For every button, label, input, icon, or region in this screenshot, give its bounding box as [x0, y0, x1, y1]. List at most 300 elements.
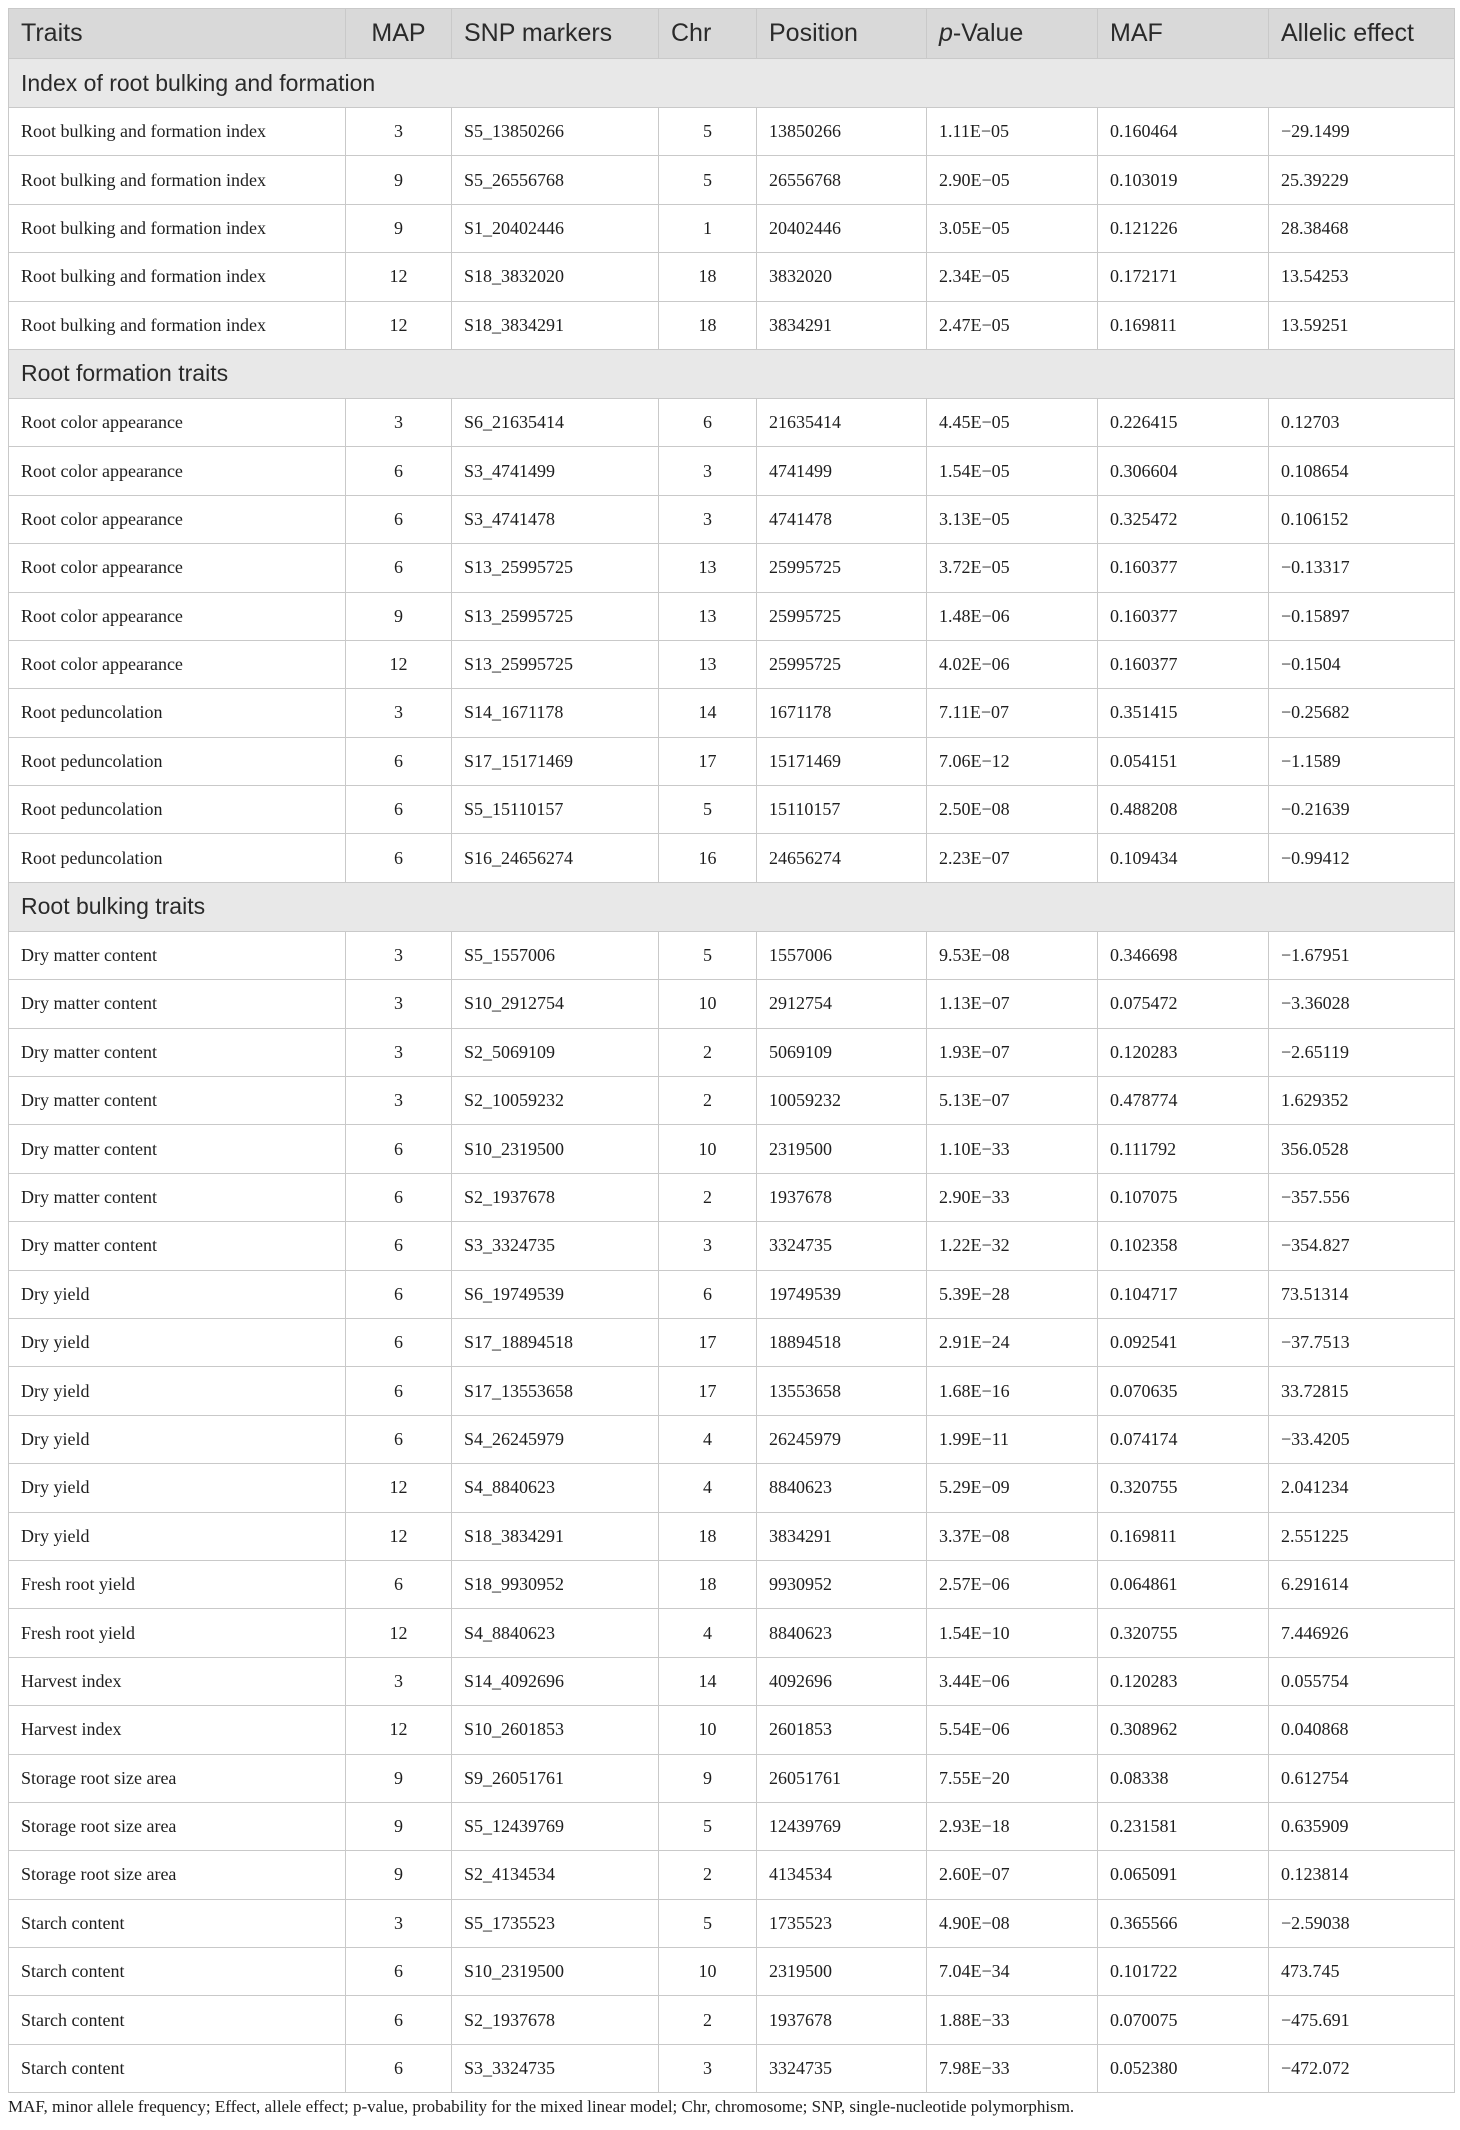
p-value-cell: 3.13E−05	[927, 495, 1098, 543]
header-traits: Traits	[9, 9, 346, 59]
snp-marker-cell: S17_15171469	[452, 737, 659, 785]
allelic-effect-cell: 0.123814	[1269, 1851, 1455, 1899]
chr-cell: 9	[659, 1754, 757, 1802]
maf-cell: 0.169811	[1098, 301, 1269, 349]
table-row	[9, 1077, 1455, 1125]
chr-cell: 6	[659, 398, 757, 446]
table-row	[9, 544, 1455, 592]
map-cell: 12	[346, 1706, 452, 1754]
snp-marker-cell: S4_8840623	[452, 1609, 659, 1657]
p-value-cell: 2.60E−07	[927, 1851, 1098, 1899]
chr-cell: 3	[659, 447, 757, 495]
section-header-row	[9, 882, 1455, 931]
position-cell: 2319500	[757, 1948, 927, 1996]
header-p-value	[927, 9, 1098, 59]
snp-marker-cell: S14_1671178	[452, 689, 659, 737]
p-value-cell: 3.05E−05	[927, 204, 1098, 252]
trait-cell: Root peduncolation	[9, 786, 346, 834]
allelic-effect-cell: 13.59251	[1269, 301, 1455, 349]
map-cell: 9	[346, 592, 452, 640]
allelic-effect-cell: −472.072	[1269, 2044, 1455, 2092]
position-cell: 26245979	[757, 1415, 927, 1463]
snp-marker-cell: S2_10059232	[452, 1077, 659, 1125]
position-cell: 4741478	[757, 495, 927, 543]
p-value-cell: 4.45E−05	[927, 398, 1098, 446]
chr-cell: 3	[659, 2044, 757, 2092]
maf-cell: 0.226415	[1098, 398, 1269, 446]
map-cell: 6	[346, 1173, 452, 1221]
position-cell: 8840623	[757, 1464, 927, 1512]
p-value-cell: 5.39E−28	[927, 1270, 1098, 1318]
gwas-results-table	[8, 8, 1455, 2093]
p-value-cell: 2.93E−18	[927, 1802, 1098, 1850]
table-row	[9, 1512, 1455, 1560]
position-cell: 1671178	[757, 689, 927, 737]
table-row	[9, 834, 1455, 882]
position-cell: 26051761	[757, 1754, 927, 1802]
allelic-effect-cell: −33.4205	[1269, 1415, 1455, 1463]
trait-cell: Harvest index	[9, 1657, 346, 1705]
chr-cell: 13	[659, 592, 757, 640]
allelic-effect-cell: 356.0528	[1269, 1125, 1455, 1173]
position-cell: 8840623	[757, 1609, 927, 1657]
position-cell: 3324735	[757, 1222, 927, 1270]
trait-cell: Dry matter content	[9, 1028, 346, 1076]
trait-cell: Fresh root yield	[9, 1609, 346, 1657]
snp-marker-cell: S13_25995725	[452, 592, 659, 640]
maf-cell: 0.070635	[1098, 1367, 1269, 1415]
maf-cell: 0.070075	[1098, 1996, 1269, 2044]
header-position: Position	[757, 9, 927, 59]
position-cell: 13850266	[757, 108, 927, 156]
position-cell: 12439769	[757, 1802, 927, 1850]
snp-marker-cell: S17_18894518	[452, 1318, 659, 1366]
snp-marker-cell: S5_15110157	[452, 786, 659, 834]
snp-marker-cell: S3_4741478	[452, 495, 659, 543]
chr-cell: 5	[659, 786, 757, 834]
allelic-effect-cell: 0.108654	[1269, 447, 1455, 495]
header-row	[9, 9, 1455, 59]
header-p-value-italic: p	[939, 19, 953, 47]
allelic-effect-cell: −1.1589	[1269, 737, 1455, 785]
results-table-container	[8, 8, 1454, 2093]
maf-cell: 0.104717	[1098, 1270, 1269, 1318]
maf-cell: 0.08338	[1098, 1754, 1269, 1802]
p-value-cell: 1.99E−11	[927, 1415, 1098, 1463]
p-value-cell: 5.13E−07	[927, 1077, 1098, 1125]
trait-cell: Dry yield	[9, 1318, 346, 1366]
snp-marker-cell: S10_2912754	[452, 980, 659, 1028]
table-row	[9, 1028, 1455, 1076]
position-cell: 1937678	[757, 1173, 927, 1221]
p-value-cell: 7.98E−33	[927, 2044, 1098, 2092]
snp-marker-cell: S5_26556768	[452, 156, 659, 204]
p-value-cell: 1.13E−07	[927, 980, 1098, 1028]
snp-marker-cell: S5_1557006	[452, 931, 659, 979]
position-cell: 21635414	[757, 398, 927, 446]
map-cell: 6	[346, 1367, 452, 1415]
trait-cell: Dry matter content	[9, 1222, 346, 1270]
chr-cell: 17	[659, 1367, 757, 1415]
snp-marker-cell: S2_1937678	[452, 1173, 659, 1221]
allelic-effect-cell: 0.635909	[1269, 1802, 1455, 1850]
table-body	[9, 59, 1455, 2093]
position-cell: 24656274	[757, 834, 927, 882]
allelic-effect-cell: −2.59038	[1269, 1899, 1455, 1947]
maf-cell: 0.102358	[1098, 1222, 1269, 1270]
snp-marker-cell: S18_3834291	[452, 1512, 659, 1560]
table-row	[9, 1851, 1455, 1899]
table-row	[9, 980, 1455, 1028]
map-cell: 6	[346, 2044, 452, 2092]
map-cell: 3	[346, 1899, 452, 1947]
snp-marker-cell: S5_12439769	[452, 1802, 659, 1850]
allelic-effect-cell: −0.1504	[1269, 640, 1455, 688]
position-cell: 19749539	[757, 1270, 927, 1318]
table-row	[9, 398, 1455, 446]
map-cell: 6	[346, 1270, 452, 1318]
table-row	[9, 1318, 1455, 1366]
chr-cell: 5	[659, 156, 757, 204]
position-cell: 18894518	[757, 1318, 927, 1366]
section-title: Root bulking traits	[9, 882, 1455, 931]
map-cell: 6	[346, 1560, 452, 1608]
maf-cell: 0.320755	[1098, 1609, 1269, 1657]
table-header	[9, 9, 1455, 59]
snp-marker-cell: S10_2601853	[452, 1706, 659, 1754]
allelic-effect-cell: 28.38468	[1269, 204, 1455, 252]
table-row	[9, 1560, 1455, 1608]
trait-cell: Root color appearance	[9, 495, 346, 543]
map-cell: 3	[346, 1077, 452, 1125]
chr-cell: 5	[659, 108, 757, 156]
header-snp-markers: SNP markers	[452, 9, 659, 59]
chr-cell: 14	[659, 689, 757, 737]
snp-marker-cell: S3_3324735	[452, 1222, 659, 1270]
p-value-cell: 2.91E−24	[927, 1318, 1098, 1366]
map-cell: 9	[346, 1851, 452, 1899]
chr-cell: 18	[659, 1512, 757, 1560]
trait-cell: Root peduncolation	[9, 737, 346, 785]
chr-cell: 18	[659, 1560, 757, 1608]
maf-cell: 0.160377	[1098, 544, 1269, 592]
allelic-effect-cell: −354.827	[1269, 1222, 1455, 1270]
trait-cell: Storage root size area	[9, 1754, 346, 1802]
maf-cell: 0.306604	[1098, 447, 1269, 495]
snp-marker-cell: S10_2319500	[452, 1125, 659, 1173]
snp-marker-cell: S5_1735523	[452, 1899, 659, 1947]
p-value-cell: 1.11E−05	[927, 108, 1098, 156]
p-value-cell: 1.88E−33	[927, 1996, 1098, 2044]
section-title: Root formation traits	[9, 349, 1455, 398]
allelic-effect-cell: −357.556	[1269, 1173, 1455, 1221]
maf-cell: 0.325472	[1098, 495, 1269, 543]
table-row	[9, 108, 1455, 156]
p-value-cell: 7.11E−07	[927, 689, 1098, 737]
allelic-effect-cell: 25.39229	[1269, 156, 1455, 204]
maf-cell: 0.231581	[1098, 1802, 1269, 1850]
table-row	[9, 931, 1455, 979]
allelic-effect-cell: 7.446926	[1269, 1609, 1455, 1657]
position-cell: 2319500	[757, 1125, 927, 1173]
position-cell: 1557006	[757, 931, 927, 979]
maf-cell: 0.052380	[1098, 2044, 1269, 2092]
p-value-cell: 3.44E−06	[927, 1657, 1098, 1705]
snp-marker-cell: S10_2319500	[452, 1948, 659, 1996]
chr-cell: 10	[659, 1706, 757, 1754]
map-cell: 3	[346, 689, 452, 737]
table-row	[9, 1802, 1455, 1850]
section-header-row	[9, 59, 1455, 108]
trait-cell: Dry yield	[9, 1367, 346, 1415]
table-row	[9, 1706, 1455, 1754]
trait-cell: Root bulking and formation index	[9, 156, 346, 204]
table-row	[9, 495, 1455, 543]
p-value-cell: 2.34E−05	[927, 253, 1098, 301]
map-cell: 12	[346, 1464, 452, 1512]
maf-cell: 0.065091	[1098, 1851, 1269, 1899]
p-value-cell: 1.48E−06	[927, 592, 1098, 640]
header-allelic-effect: Allelic effect	[1269, 9, 1455, 59]
p-value-cell: 3.72E−05	[927, 544, 1098, 592]
position-cell: 25995725	[757, 640, 927, 688]
chr-cell: 13	[659, 544, 757, 592]
chr-cell: 2	[659, 1173, 757, 1221]
table-row	[9, 1173, 1455, 1221]
trait-cell: Dry matter content	[9, 1077, 346, 1125]
trait-cell: Dry matter content	[9, 1125, 346, 1173]
trait-cell: Root color appearance	[9, 592, 346, 640]
trait-cell: Storage root size area	[9, 1802, 346, 1850]
p-value-cell: 2.90E−33	[927, 1173, 1098, 1221]
p-value-cell: 5.29E−09	[927, 1464, 1098, 1512]
map-cell: 12	[346, 1512, 452, 1560]
p-value-cell: 2.50E−08	[927, 786, 1098, 834]
allelic-effect-cell: −1.67951	[1269, 931, 1455, 979]
chr-cell: 6	[659, 1270, 757, 1318]
trait-cell: Dry yield	[9, 1512, 346, 1560]
allelic-effect-cell: 33.72815	[1269, 1367, 1455, 1415]
p-value-cell: 1.10E−33	[927, 1125, 1098, 1173]
p-value-cell: 1.54E−10	[927, 1609, 1098, 1657]
map-cell: 6	[346, 1996, 452, 2044]
map-cell: 12	[346, 253, 452, 301]
trait-cell: Starch content	[9, 1948, 346, 1996]
snp-marker-cell: S14_4092696	[452, 1657, 659, 1705]
allelic-effect-cell: −0.15897	[1269, 592, 1455, 640]
allelic-effect-cell: 0.040868	[1269, 1706, 1455, 1754]
table-row	[9, 156, 1455, 204]
chr-cell: 5	[659, 931, 757, 979]
table-row	[9, 1125, 1455, 1173]
allelic-effect-cell: −37.7513	[1269, 1318, 1455, 1366]
chr-cell: 3	[659, 495, 757, 543]
chr-cell: 10	[659, 1948, 757, 1996]
maf-cell: 0.160377	[1098, 592, 1269, 640]
allelic-effect-cell: 0.055754	[1269, 1657, 1455, 1705]
trait-cell: Root color appearance	[9, 640, 346, 688]
chr-cell: 13	[659, 640, 757, 688]
table-row	[9, 786, 1455, 834]
snp-marker-cell: S3_3324735	[452, 2044, 659, 2092]
snp-marker-cell: S4_8840623	[452, 1464, 659, 1512]
trait-cell: Dry yield	[9, 1270, 346, 1318]
position-cell: 2601853	[757, 1706, 927, 1754]
map-cell: 9	[346, 204, 452, 252]
map-cell: 6	[346, 786, 452, 834]
table-row	[9, 1464, 1455, 1512]
trait-cell: Root color appearance	[9, 398, 346, 446]
maf-cell: 0.169811	[1098, 1512, 1269, 1560]
p-value-cell: 4.02E−06	[927, 640, 1098, 688]
position-cell: 5069109	[757, 1028, 927, 1076]
p-value-cell: 4.90E−08	[927, 1899, 1098, 1947]
p-value-cell: 7.06E−12	[927, 737, 1098, 785]
table-row	[9, 2044, 1455, 2092]
map-cell: 6	[346, 1125, 452, 1173]
trait-cell: Root peduncolation	[9, 689, 346, 737]
chr-cell: 1	[659, 204, 757, 252]
snp-marker-cell: S4_26245979	[452, 1415, 659, 1463]
table-row	[9, 1222, 1455, 1270]
trait-cell: Fresh root yield	[9, 1560, 346, 1608]
position-cell: 25995725	[757, 592, 927, 640]
map-cell: 12	[346, 1609, 452, 1657]
allelic-effect-cell: −0.21639	[1269, 786, 1455, 834]
chr-cell: 18	[659, 301, 757, 349]
allelic-effect-cell: 6.291614	[1269, 1560, 1455, 1608]
maf-cell: 0.365566	[1098, 1899, 1269, 1947]
trait-cell: Dry matter content	[9, 1173, 346, 1221]
chr-cell: 2	[659, 1851, 757, 1899]
p-value-cell: 9.53E−08	[927, 931, 1098, 979]
p-value-cell: 3.37E−08	[927, 1512, 1098, 1560]
chr-cell: 2	[659, 1028, 757, 1076]
table-row	[9, 640, 1455, 688]
maf-cell: 0.054151	[1098, 737, 1269, 785]
section-title: Index of root bulking and formation	[9, 59, 1455, 108]
snp-marker-cell: S6_19749539	[452, 1270, 659, 1318]
maf-cell: 0.488208	[1098, 786, 1269, 834]
table-row	[9, 1367, 1455, 1415]
maf-cell: 0.109434	[1098, 834, 1269, 882]
table-row	[9, 1657, 1455, 1705]
snp-marker-cell: S2_5069109	[452, 1028, 659, 1076]
position-cell: 3832020	[757, 253, 927, 301]
table-row	[9, 1754, 1455, 1802]
p-value-cell: 1.54E−05	[927, 447, 1098, 495]
allelic-effect-cell: −0.13317	[1269, 544, 1455, 592]
trait-cell: Root color appearance	[9, 447, 346, 495]
maf-cell: 0.351415	[1098, 689, 1269, 737]
chr-cell: 10	[659, 980, 757, 1028]
map-cell: 9	[346, 1802, 452, 1850]
position-cell: 3324735	[757, 2044, 927, 2092]
section-header-row	[9, 349, 1455, 398]
chr-cell: 5	[659, 1802, 757, 1850]
map-cell: 9	[346, 1754, 452, 1802]
header-p-value-suffix: -Value	[952, 19, 1024, 47]
allelic-effect-cell: 73.51314	[1269, 1270, 1455, 1318]
snp-marker-cell: S3_4741499	[452, 447, 659, 495]
map-cell: 6	[346, 1415, 452, 1463]
allelic-effect-cell: 13.54253	[1269, 253, 1455, 301]
trait-cell: Storage root size area	[9, 1851, 346, 1899]
snp-marker-cell: S1_20402446	[452, 204, 659, 252]
position-cell: 4092696	[757, 1657, 927, 1705]
p-value-cell: 5.54E−06	[927, 1706, 1098, 1754]
trait-cell: Starch content	[9, 1996, 346, 2044]
trait-cell: Dry yield	[9, 1415, 346, 1463]
map-cell: 12	[346, 640, 452, 688]
table-row	[9, 689, 1455, 737]
table-row	[9, 1899, 1455, 1947]
maf-cell: 0.075472	[1098, 980, 1269, 1028]
trait-cell: Harvest index	[9, 1706, 346, 1754]
map-cell: 3	[346, 1028, 452, 1076]
table-row	[9, 253, 1455, 301]
maf-cell: 0.111792	[1098, 1125, 1269, 1173]
maf-cell: 0.320755	[1098, 1464, 1269, 1512]
p-value-cell: 2.47E−05	[927, 301, 1098, 349]
maf-cell: 0.121226	[1098, 204, 1269, 252]
chr-cell: 2	[659, 1996, 757, 2044]
chr-cell: 14	[659, 1657, 757, 1705]
map-cell: 3	[346, 931, 452, 979]
trait-cell: Dry matter content	[9, 980, 346, 1028]
position-cell: 3834291	[757, 1512, 927, 1560]
maf-cell: 0.346698	[1098, 931, 1269, 979]
snp-marker-cell: S13_25995725	[452, 640, 659, 688]
maf-cell: 0.103019	[1098, 156, 1269, 204]
position-cell: 25995725	[757, 544, 927, 592]
position-cell: 4134534	[757, 1851, 927, 1899]
maf-cell: 0.107075	[1098, 1173, 1269, 1221]
maf-cell: 0.101722	[1098, 1948, 1269, 1996]
position-cell: 4741499	[757, 447, 927, 495]
header-maf: MAF	[1098, 9, 1269, 59]
trait-cell: Root bulking and formation index	[9, 108, 346, 156]
map-cell: 12	[346, 301, 452, 349]
position-cell: 15110157	[757, 786, 927, 834]
chr-cell: 18	[659, 253, 757, 301]
table-row	[9, 1270, 1455, 1318]
chr-cell: 4	[659, 1609, 757, 1657]
trait-cell: Starch content	[9, 1899, 346, 1947]
trait-cell: Starch content	[9, 2044, 346, 2092]
snp-marker-cell: S18_3834291	[452, 301, 659, 349]
position-cell: 1937678	[757, 1996, 927, 2044]
header-map: MAP	[346, 9, 452, 59]
map-cell: 9	[346, 156, 452, 204]
position-cell: 3834291	[757, 301, 927, 349]
map-cell: 3	[346, 398, 452, 446]
trait-cell: Dry yield	[9, 1464, 346, 1512]
p-value-cell: 2.90E−05	[927, 156, 1098, 204]
table-footnote: MAF, minor allele frequency; Effect, allele effect; p-value, probability for the mixed linear model; Chr, chromosome; SNP, single-nucleotide polymorphism.	[8, 2097, 1075, 2116]
p-value-cell: 7.55E−20	[927, 1754, 1098, 1802]
snp-marker-cell: S18_9930952	[452, 1560, 659, 1608]
chr-cell: 2	[659, 1077, 757, 1125]
maf-cell: 0.478774	[1098, 1077, 1269, 1125]
header-chr: Chr	[659, 9, 757, 59]
allelic-effect-cell: 2.551225	[1269, 1512, 1455, 1560]
chr-cell: 17	[659, 1318, 757, 1366]
snp-marker-cell: S6_21635414	[452, 398, 659, 446]
allelic-effect-cell: 0.612754	[1269, 1754, 1455, 1802]
position-cell: 10059232	[757, 1077, 927, 1125]
snp-marker-cell: S2_1937678	[452, 1996, 659, 2044]
